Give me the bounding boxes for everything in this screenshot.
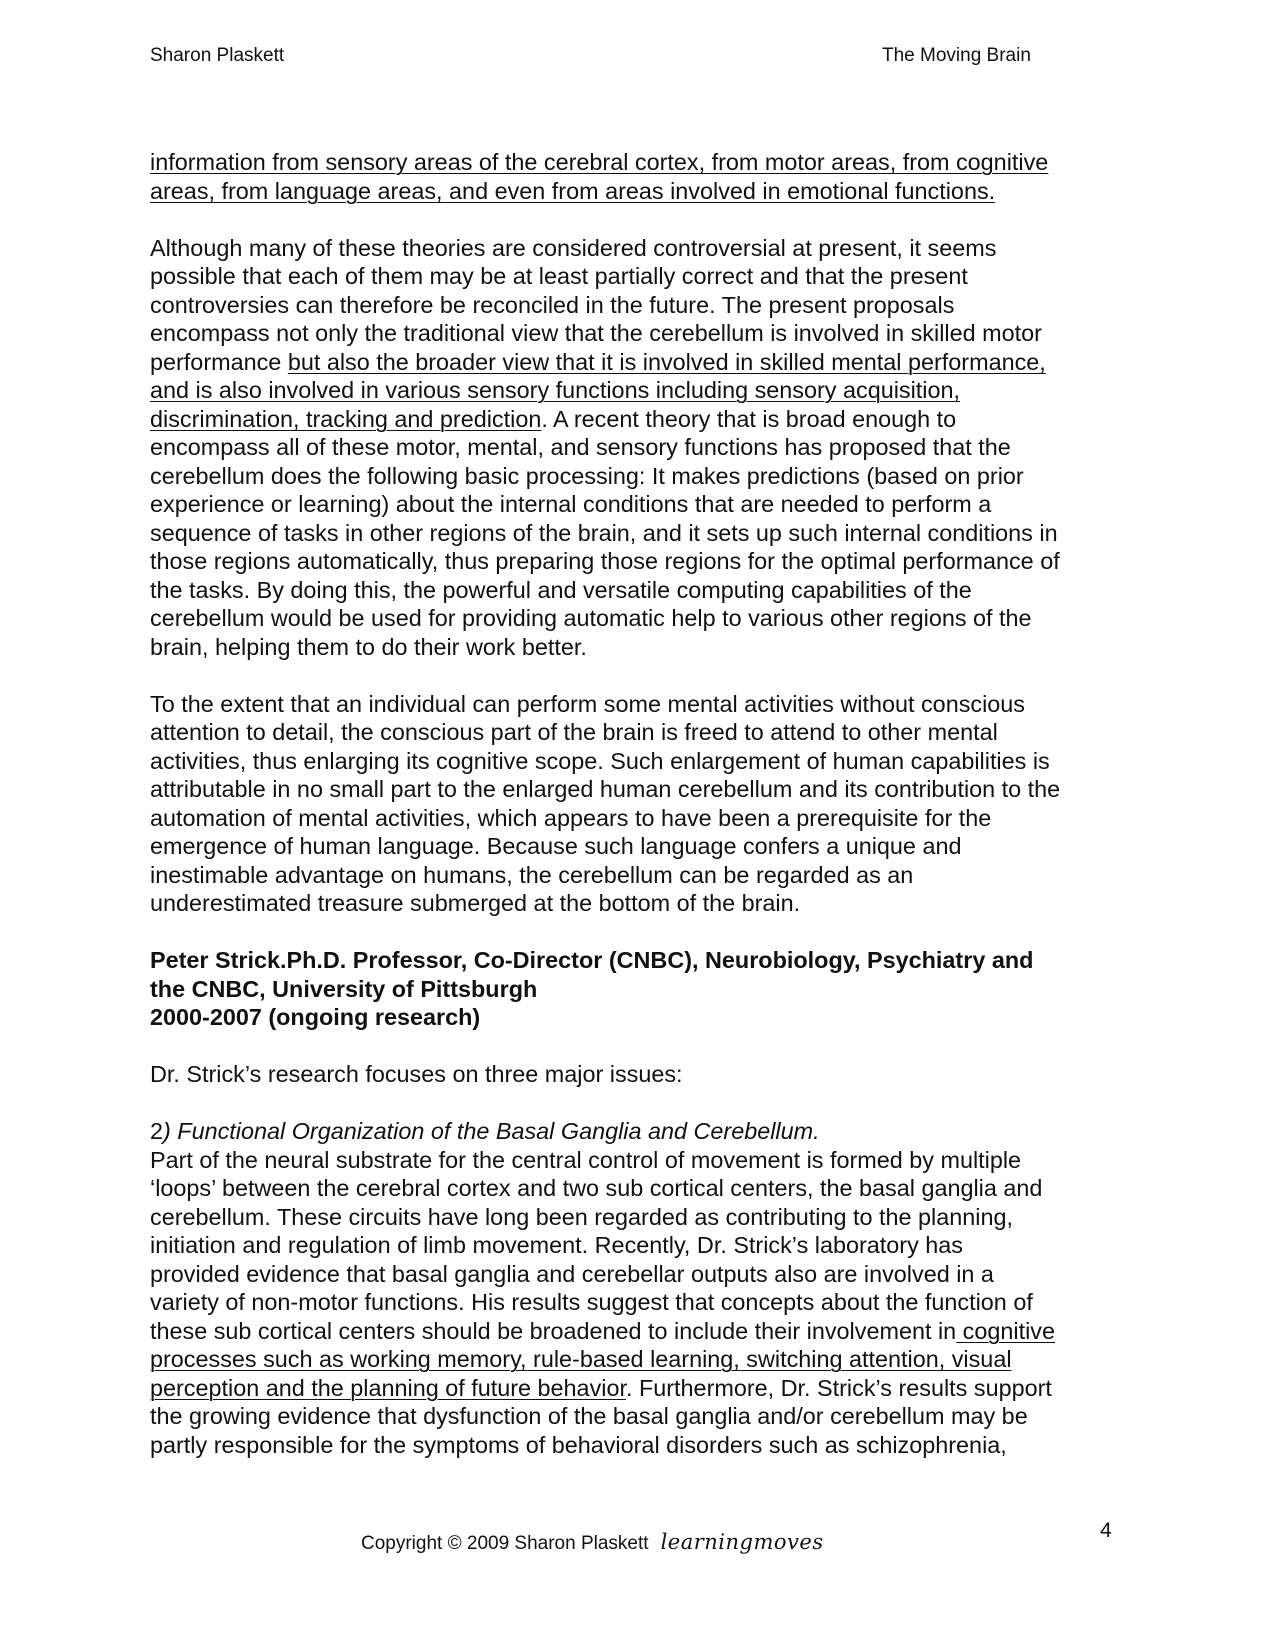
text-line: encompass all of these motor, mental, and sensory functions has proposed that the <box>150 434 1011 460</box>
header-title: The Moving Brain <box>882 45 1031 66</box>
text-line: cerebellum. These circuits have long been regarded as contributing to the planning, <box>150 1203 1013 1230</box>
text-line: information from sensory areas of the cerebral cortex, from motor areas, from cognitive <box>150 149 1049 175</box>
text-line: attributable in no small part to the enlarged human cerebellum and its contribution to the <box>150 776 1061 802</box>
copyright-text: Copyright © 2009 Sharon Plaskett <box>361 1533 649 1554</box>
heading-line: 2000-2007 (ongoing research) <box>150 1004 481 1030</box>
section-title-text: ) Functional Organization of the Basal Ganglia and Cerebellum. <box>163 1118 820 1144</box>
text-line: emergence of human language. Because such language confers a unique and <box>150 833 962 859</box>
text-line: encompass not only the traditional view that the cerebellum is involved in skilled motor <box>150 320 1042 346</box>
text-line: processes such as working memory, rule-based learning, switching attention, visual <box>150 1346 1012 1372</box>
text-segment: these sub cortical centers should be broadened to include their involvement in <box>150 1317 957 1344</box>
section-title <box>150 1117 1150 1146</box>
text-line: cerebellum would be used for providing automatic help to various other regions of the <box>150 605 1032 631</box>
text-line: brain, helping them to do their work better. <box>150 633 587 660</box>
brand-logo: learningmoves <box>660 1530 824 1554</box>
text-line: the growing evidence that dysfunction of the basal ganglia and/or cerebellum may be <box>150 1403 1028 1429</box>
text-line <box>150 1317 1150 1346</box>
page-footer <box>361 1530 824 1556</box>
text-line: Dr. Strick’s research focuses on three major issues: <box>150 1061 683 1087</box>
text-line <box>150 348 1150 377</box>
text-line: areas, from language areas, and even from areas involved in emotional functions. <box>150 177 996 204</box>
text-line: initiation and regulation of limb movement. Recently, Dr. Strick’s laboratory has <box>150 1232 963 1258</box>
section-number: 2 <box>150 1118 164 1144</box>
text-line: inestimable advantage on humans, the cerebellum can be regarded as an <box>150 861 914 888</box>
paragraph-3 <box>150 690 1150 918</box>
text-line <box>150 405 1150 434</box>
text-line: cerebellum does the following basic processing: It makes predictions (based on prior <box>150 462 1024 489</box>
paragraph-1 <box>150 148 1150 205</box>
text-line: possible that each of them may be at least partially correct and that the present <box>150 263 968 289</box>
paragraph-2 <box>150 234 1150 662</box>
text-line: To the extent that an individual can perform some mental activities without conscious <box>150 690 1026 717</box>
text-line: underestimated treasure submerged at the bottom of the brain. <box>150 890 801 916</box>
text-line: sequence of tasks in other regions of the brain, and it sets up such internal conditions in <box>150 519 1058 546</box>
section-paragraph <box>150 1117 1150 1459</box>
heading-line: Peter Strick.Ph.D. Professor, Co-Director (CNBC), Neurobiology, Psychiatry and <box>150 947 1034 973</box>
intro-paragraph <box>150 1060 1150 1089</box>
text-segment: . A recent theory that is broad enough to <box>541 405 957 432</box>
text-line: those regions automatically, thus preparing those regions for the optimal performance of <box>150 548 1060 574</box>
text-line: the tasks. By doing this, the powerful and versatile computing capabilities of the <box>150 576 972 603</box>
underlined-segment: but also the broader view that it is involved in skilled mental performance, <box>287 348 1046 375</box>
researcher-heading <box>150 946 1150 1032</box>
underlined-segment: cognitive <box>956 1317 1055 1344</box>
heading-line: the CNBC, University of Pittsburgh <box>150 975 538 1002</box>
text-line: Although many of these theories are considered controversial at present, it seems <box>150 234 997 261</box>
header-author: Sharon Plaskett <box>150 45 285 66</box>
page-number: 4 <box>1100 1519 1112 1542</box>
text-line: and is also involved in various sensory functions including sensory acquisition, <box>150 377 961 403</box>
text-line: ‘loops’ between the cerebral cortex and two sub cortical centers, the basal ganglia and <box>150 1175 1043 1201</box>
text-line: Part of the neural substrate for the central control of movement is formed by multiple <box>150 1146 1022 1173</box>
text-line: controversies can therefore be reconciled in the future. The present proposals <box>150 291 955 318</box>
text-line <box>150 1374 1150 1403</box>
underlined-segment: perception and the planning of future behavior <box>150 1374 626 1401</box>
text-line: attention to detail, the conscious part of the brain is freed to attend to other mental <box>150 719 998 745</box>
text-line: partly responsible for the symptoms of behavioral disorders such as schizophrenia, <box>150 1431 1007 1458</box>
text-segment: . Furthermore, Dr. Strick’s results support <box>625 1374 1052 1401</box>
text-line: experience or learning) about the internal conditions that are needed to perform a <box>150 491 992 517</box>
document-body <box>150 148 1150 1459</box>
text-segment: performance <box>150 348 288 375</box>
underlined-segment: discrimination, tracking and prediction <box>150 405 542 432</box>
text-line: activities, thus enlarging its cognitive scope. Such enlargement of human capabilities is <box>150 747 1050 774</box>
text-line: automation of mental activities, which appears to have been a prerequisite for the <box>150 804 992 831</box>
text-line: variety of non-motor functions. His results suggest that concepts about the function of <box>150 1289 1033 1315</box>
text-line: provided evidence that basal ganglia and cerebellar outputs also are involved in a <box>150 1260 994 1287</box>
